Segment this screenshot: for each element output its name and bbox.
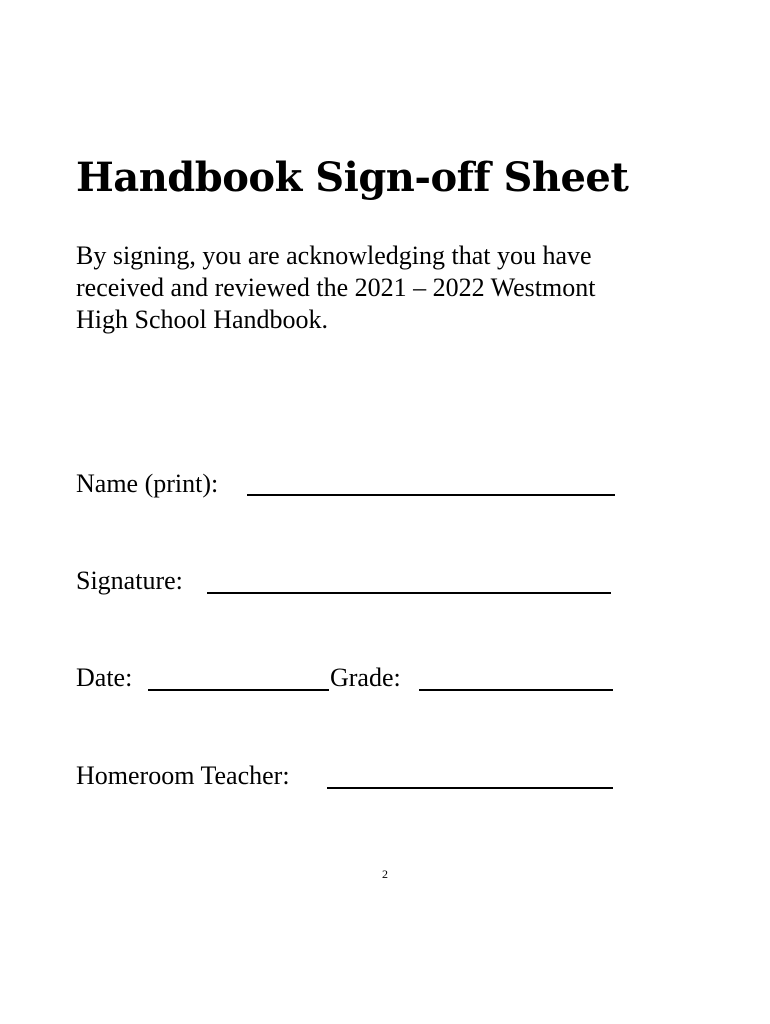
page-number: 2 <box>382 867 388 881</box>
page-title: Handbook Sign-off Sheet <box>76 154 629 201</box>
intro-paragraph <box>76 240 696 336</box>
homeroom-teacher-line[interactable] <box>327 787 613 789</box>
date-line[interactable] <box>148 689 329 691</box>
name-label: Name (print): <box>76 469 219 498</box>
intro-line: High School Handbook. <box>76 305 329 334</box>
intro-line: received and reviewed the 2021 – 2022 Westmont <box>76 273 596 302</box>
intro-line: By signing, you are acknowledging that you have <box>76 241 592 270</box>
signature-label: Signature: <box>76 566 183 595</box>
date-label: Date: <box>76 663 133 692</box>
name-line[interactable] <box>247 494 615 496</box>
grade-label: Grade: <box>330 663 401 692</box>
grade-line[interactable] <box>419 689 613 691</box>
signature-line[interactable] <box>207 592 611 594</box>
homeroom-teacher-label: Homeroom Teacher: <box>76 761 290 790</box>
